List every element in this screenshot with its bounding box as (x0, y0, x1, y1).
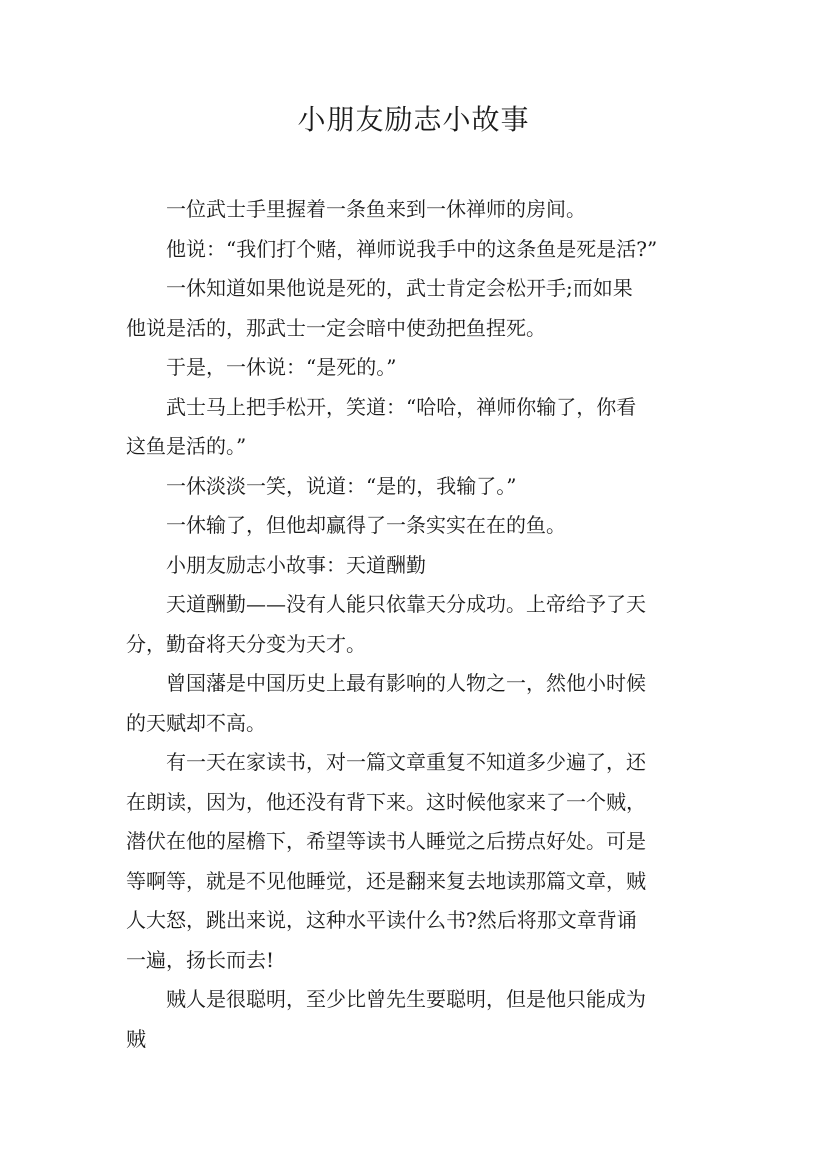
paragraph-line: 分，勤奋将天分变为天才。 (126, 631, 366, 656)
paragraph-line: 一休知道如果他说是死的，武士肯定会松开手;而如果 (166, 276, 633, 300)
paragraph (126, 190, 706, 230)
paragraph-line: 一休输了，但他却赢得了一条实实在在的鱼。 (166, 513, 566, 537)
paragraph-line: 贼 (126, 1026, 146, 1051)
paragraph-line: 一位武士手里握着一条鱼来到一休禅师的房间。 (166, 197, 586, 221)
paragraph (126, 980, 706, 1059)
paragraph-line: 他说是活的，那武士一定会暗中使劲把鱼捏死。 (126, 315, 546, 340)
paragraph (126, 546, 706, 586)
paragraph (126, 348, 706, 388)
paragraph-line: 小朋友励志小故事：天道酬勤 (166, 552, 426, 577)
paragraph (126, 664, 706, 743)
paragraph (126, 743, 706, 980)
paragraph-line: 在朗读，因为，他还没有背下来。这时候他家来了一个贼， (126, 789, 646, 814)
document-body (126, 190, 706, 1059)
paragraph-line: 贼人是很聪明，至少比曾先生要聪明，但是他只能成为 (166, 987, 646, 1011)
document-title: 小朋友励志小故事 (297, 103, 530, 136)
paragraph-line: 一休淡淡一笑，说道：“是的，我输了。” (166, 473, 517, 498)
paragraph (126, 269, 706, 348)
paragraph (126, 585, 706, 664)
paragraph-line: 有一天在家读书，对一篇文章重复不知道多少遍了，还 (166, 750, 646, 774)
paragraph-line: 他说：“我们打个赌，禅师说我手中的这条鱼是死是活?” (166, 236, 658, 261)
paragraph-line: 曾国藩是中国历史上最有影响的人物之一，然他小时候 (166, 671, 646, 695)
paragraph (126, 388, 706, 467)
paragraph-line: 天道酬勤——没有人能只依靠天分成功。上帝给予了天 (166, 592, 646, 616)
paragraph-line: 武士马上把手松开，笑道：“哈哈，禅师你输了，你看 (166, 394, 637, 419)
paragraph-line: 于是，一休说：“是死的。” (166, 355, 397, 379)
paragraph-line: 一遍，扬长而去! (126, 947, 275, 972)
paragraph-line: 等啊等，就是不见他睡觉，还是翻来复去地读那篇文章，贼 (126, 868, 646, 893)
paragraph (126, 467, 706, 507)
paragraph-line: 人大怒，跳出来说，这种水平读什么书?然后将那文章背诵 (126, 908, 637, 932)
paragraph (126, 506, 706, 546)
paragraph-line: 潜伏在他的屋檐下，希望等读书人睡觉之后捞点好处。可是 (126, 829, 646, 853)
paragraph-line: 的天赋却不高。 (126, 710, 266, 735)
paragraph-line: 这鱼是活的。” (126, 434, 247, 458)
paragraph (126, 230, 706, 270)
